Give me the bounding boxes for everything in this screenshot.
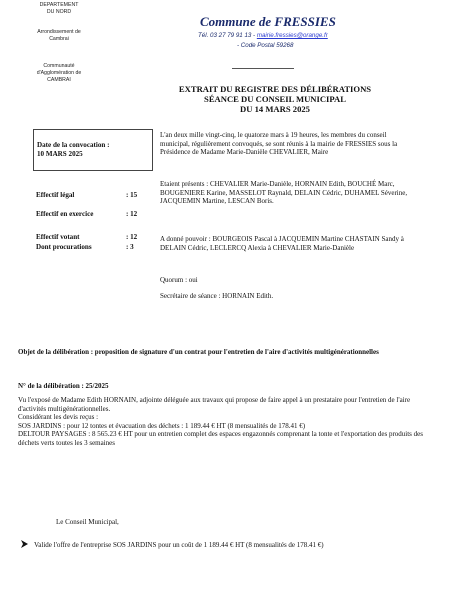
- title-line-1: EXTRAIT DU REGISTRE DES DÉLIBÉRATIONS: [178, 84, 372, 94]
- effectif-legal-row: [36, 191, 148, 199]
- department-line: DU NORD: [46, 9, 72, 15]
- commune-title: Commune de FRESSIES: [200, 14, 336, 29]
- conseil-municipal: Le Conseil Municipal,: [56, 518, 119, 526]
- title-line-2: SÉANCE DU CONSEIL MUNICIPAL: [204, 94, 346, 104]
- effectif-votant-row: [36, 233, 148, 241]
- email-link[interactable]: mairie.fressies@orange.fr: [256, 32, 328, 39]
- effectif-label: Effectif votant: [36, 233, 80, 241]
- convocation-box: [33, 129, 153, 171]
- communaute-header: [0, 63, 118, 84]
- arrow-bullet-icon: [20, 540, 28, 548]
- deliberation-body: [18, 396, 428, 447]
- deliberation-number: N° de la délibération : 25/2025: [18, 382, 109, 390]
- postal-code: - Code Postal 59268: [237, 42, 294, 49]
- header-divider: [232, 68, 294, 69]
- decision-item: [20, 540, 425, 550]
- effectif-label: Effectif en exercice: [36, 210, 94, 218]
- document-title: [150, 84, 400, 114]
- effectif-value: : 15: [126, 191, 138, 199]
- quorum: Quorum : oui: [160, 276, 198, 284]
- commune-contact: [198, 32, 328, 39]
- secretaire: Secrétaire de séance : HORNAIN Edith.: [160, 292, 274, 300]
- phone-text: Tél. 03 27 79 91 13 -: [198, 32, 257, 39]
- arrondissement-line: Arrondissement de: [37, 29, 81, 35]
- effectif-exercice-row: [36, 210, 148, 218]
- presents-list: Etaient présents : CHEVALIER Marie-Danièle, HORNAIN Edith, BOUCHÉ Marc, BOUGENIERE Karine, MASSELOT Raynald, DELAIN Cédric, DUHAMEL Séverine, JACQUEMIN Martine, LESCAN Boris.: [160, 180, 408, 205]
- devis-sos-jardins: SOS JARDINS : pour 12 tontes et évacuation des déchets : 1 189.44 € HT (8 mensualités de 178.41 €): [18, 421, 306, 430]
- arrondissement-header: [0, 29, 118, 43]
- department-line: DEPARTEMENT: [39, 2, 79, 8]
- effectif-label: Dont procurations: [36, 243, 92, 251]
- expose-paragraph: Vu l'exposé de Madame Edith HORNAIN, adjointe déléguée aux travaux qui propose de faire appel à un prestataire pour l'entretien de l'aire d'activités multigénérationnelles.: [18, 396, 411, 413]
- department-header: [0, 2, 118, 16]
- effectif-value: : 12: [126, 233, 138, 241]
- title-line-3: DU 14 MARS 2025: [240, 104, 310, 114]
- pouvoirs-list: A donné pouvoir : BOURGEOIS Pascal à JACQUEMIN Martine CHASTAIN Sandy à DELAIN Cédric, LECLERCQ Alexia à CHEVALIER Marie-Danièle: [160, 235, 404, 252]
- effectif-value: : 3: [126, 243, 134, 251]
- procurations-row: [36, 243, 148, 251]
- arrondissement-line: Cambrai: [49, 36, 69, 42]
- effectif-label: Effectif légal: [36, 191, 75, 199]
- communaute-line: d'Agglomération de: [36, 70, 82, 76]
- effectif-value: : 12: [126, 210, 138, 218]
- decision-text: Valide l'offre de l'entreprise SOS JARDINS pour un coût de 1 189.44 € HT (8 mensualités de 178.41 €): [34, 541, 324, 549]
- devis-deltour: DELTOUR PAYSAGES : 8 565.23 € HT pour un entretien complet des espaces engazonnés comprenant la tonte et l'exportation des produits des déchets verts toutes les 3 semaines: [18, 430, 423, 447]
- convocation-date: 10 MARS 2025: [37, 149, 83, 158]
- deliberation-object: Objet de la délibération : proposition de signature d'un contrat pour l'entretien de l'aire d'activités multigénérationnelles: [18, 348, 379, 356]
- considerant-line: Considérant les devis reçus :: [18, 413, 99, 421]
- communaute-line: Communauté: [43, 63, 75, 69]
- session-intro: L'an deux mille vingt-cinq, le quatorze mars à 19 heures, les membres du conseil municipal, régulièrement convoqués, se sont réunis à la mairie de FRESSIES sous la Présidence de Madame Marie-Danièle CHEVALIER, Maire: [160, 131, 398, 156]
- convocation-label: Date de la convocation :: [37, 141, 110, 149]
- communaute-line: CAMBRAI: [47, 77, 71, 83]
